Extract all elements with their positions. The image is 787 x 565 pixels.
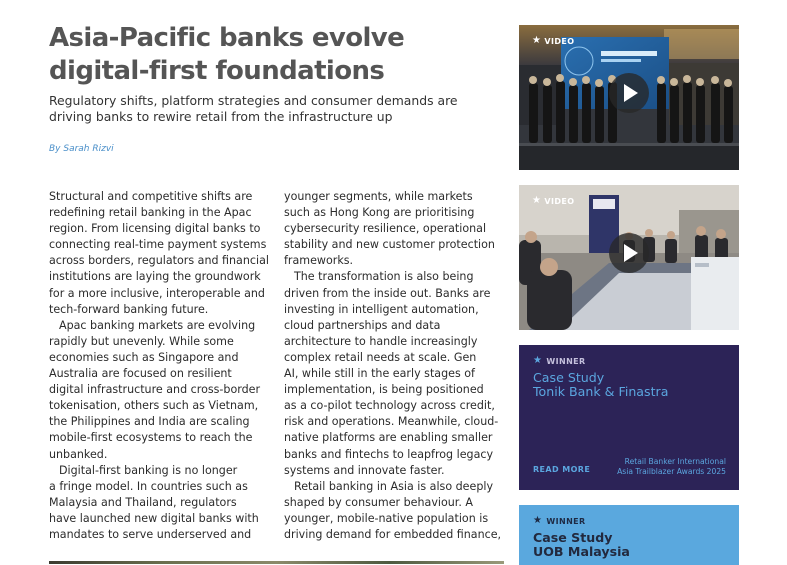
star-icon: ★ <box>533 355 543 366</box>
article-column-left <box>49 189 271 541</box>
play-button-icon[interactable] <box>609 73 649 113</box>
paragraph: Apac banking markets are evolving rapidly but unevenly. While some economies such as Singapore and Australia are focused on resilient digital infrastructure and cross-border tokenisation, others such as Vietnam, the Philippines and India are scaling mobile-first ecosystems to reach the unbanked. <box>49 318 261 461</box>
star-icon: ★ <box>533 515 543 526</box>
winner-card-title[interactable]: Case Study Tonik Bank & Finastra <box>533 370 669 399</box>
paragraph: Digital-first banking is no longer a fringe model. In countries such as Malaysia and Thailand, regulators have launched new digital banks with mandates to serve underserved and <box>49 463 259 541</box>
winner-card-tonik-bank[interactable] <box>519 345 739 490</box>
article-headline: Asia-Pacific banks evolve digital-first foundations <box>49 23 405 86</box>
article-column-right <box>284 189 506 541</box>
paragraph: The transformation is also being driven from the inside out. Banks are investing in intelligent automation, cloud partnerships and data architecture to handle increasingly complex retail needs at scale. Gen AI, while still in the early stages of implementation, is being positioned as a co-pilot technology across credit, risk and operations. Meanwhile, cloud- native platforms are enabling smaller banks and fintechs to leapfrog legacy systems and innovate faster. <box>284 270 499 477</box>
winner-card-title[interactable]: Case Study UOB Malaysia <box>533 530 630 559</box>
winner-label: ★ WINNER <box>533 355 586 366</box>
article-byline[interactable]: By Sarah Rizvi <box>49 144 114 154</box>
video-label: ★ VIDEO <box>532 35 575 46</box>
winner-card-uob-malaysia[interactable] <box>519 505 739 565</box>
video-card[interactable] <box>519 185 739 330</box>
paragraph: younger segments, while markets such as Hong Kong are prioritising cybersecurity resilience, operational stability and new customer protection frameworks. <box>284 190 495 268</box>
winner-label: ★ WINNER <box>533 515 586 526</box>
paragraph: Structural and competitive shifts are redefining retail banking in the Apac region. From licensing digital banks to connecting real-time payment systems across borders, regulators and financial institutions are laying the groundwork for a more inclusive, interoperable and tech-forward banking future. <box>49 190 269 316</box>
video-card[interactable] <box>519 25 739 170</box>
star-icon: ★ <box>532 195 542 206</box>
award-name: Retail Banker International Asia Trailblazer Awards 2025 <box>617 457 726 476</box>
star-icon: ★ <box>532 35 542 46</box>
video-label: ★ VIDEO <box>532 195 575 206</box>
article-subheadline: Regulatory shifts, platform strategies and consumer demands are driving banks to rewire retail from the infrastructure up <box>49 93 458 124</box>
play-button-icon[interactable] <box>609 233 649 273</box>
read-more-link[interactable]: READ MORE <box>533 465 591 474</box>
paragraph: Retail banking in Asia is also deeply shaped by consumer behaviour. A younger, mobile-native population is driving demand for embedded finance, <box>284 479 502 541</box>
